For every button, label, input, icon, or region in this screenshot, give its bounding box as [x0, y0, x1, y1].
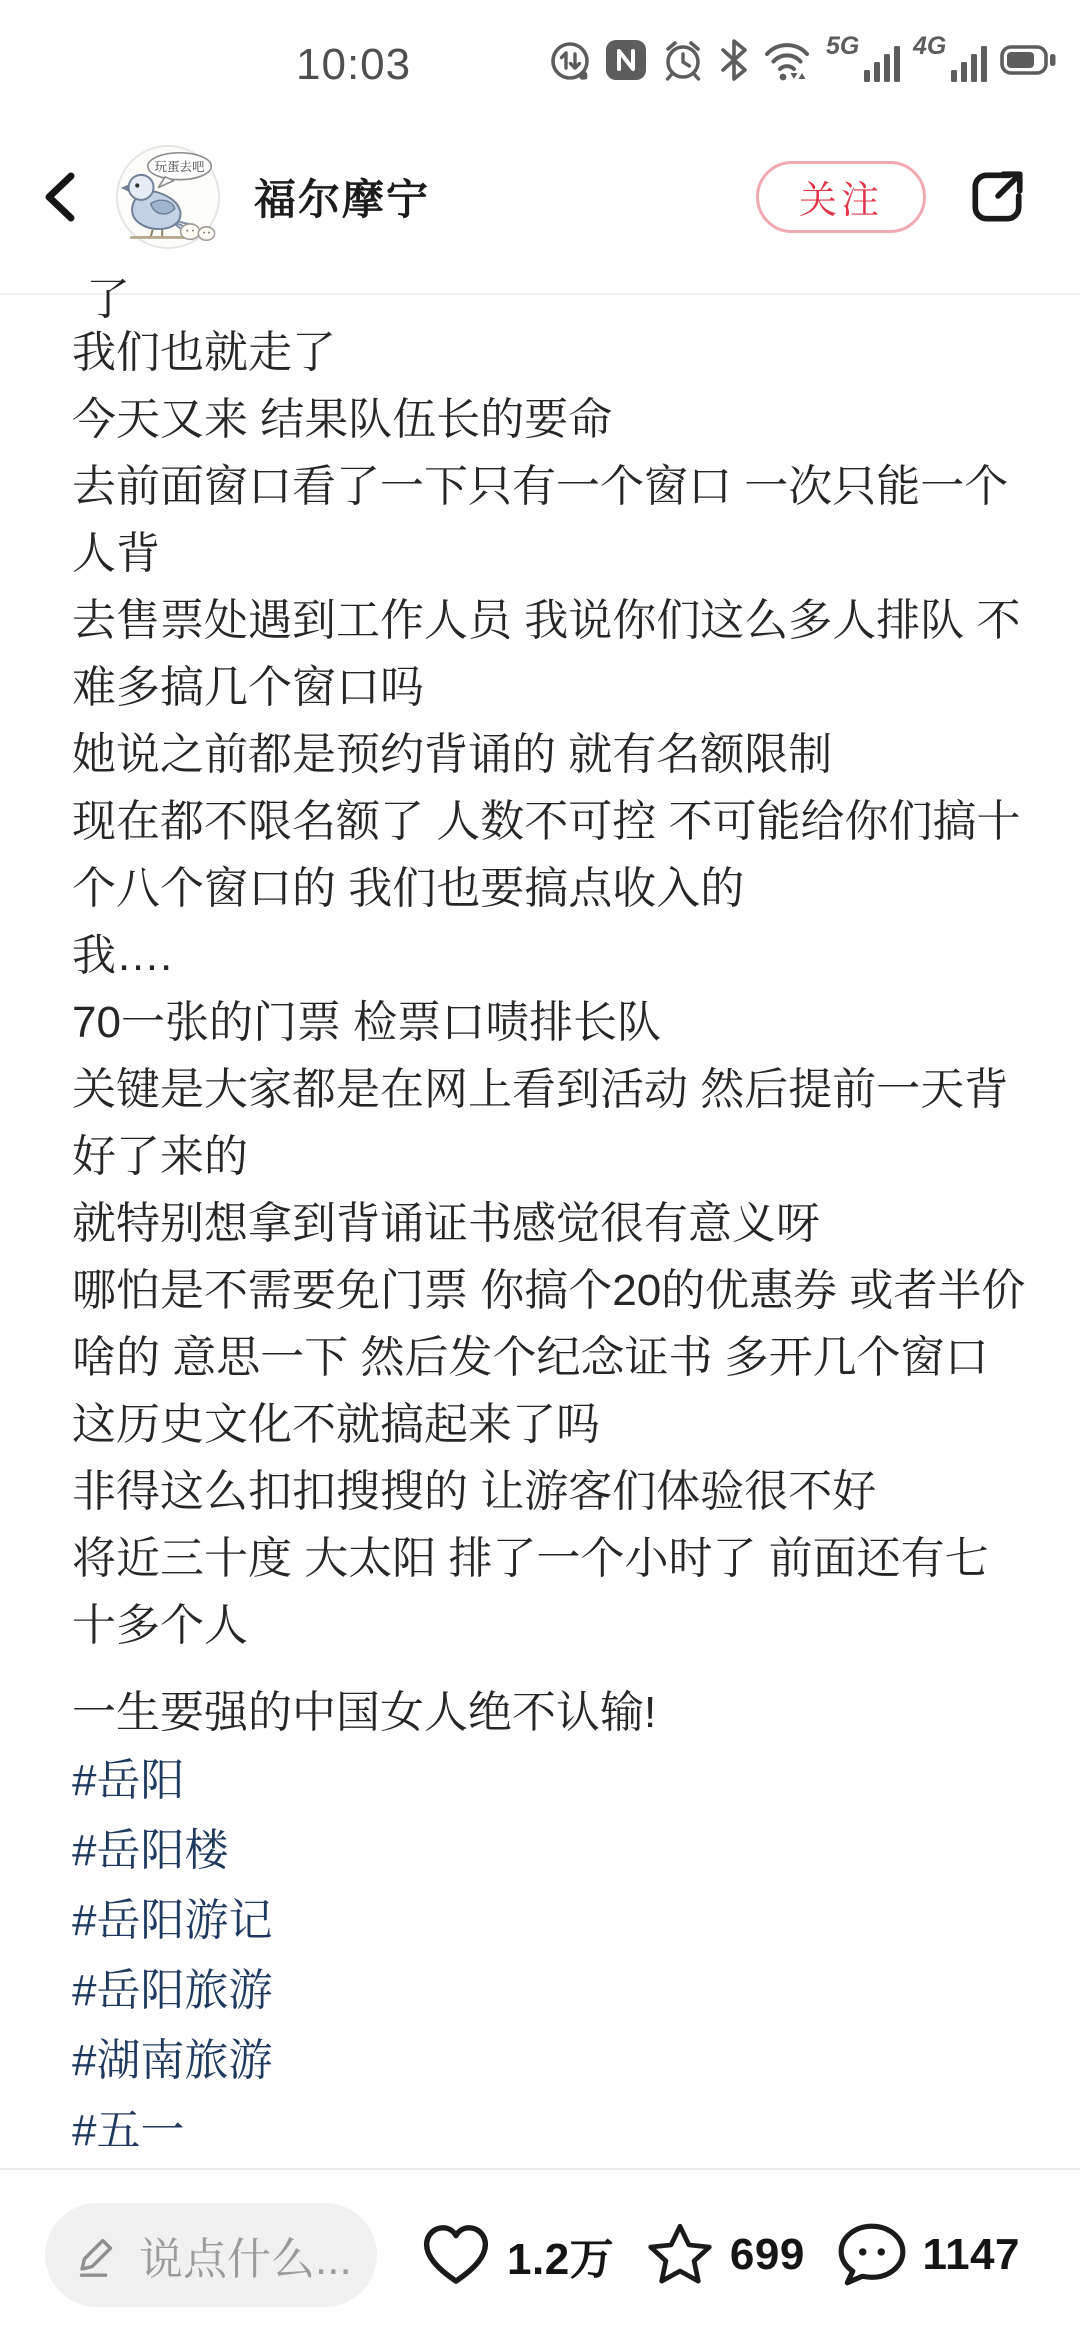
hashtag-link[interactable]: #岳阳游记 — [72, 1896, 273, 1945]
body-line: 就特别想拿到背诵证书感觉很有意义呀 — [72, 1199, 820, 1248]
signal-5g-label: 5G — [826, 32, 860, 60]
bluetooth-icon — [718, 36, 750, 84]
body-line: 我们也就走了 — [72, 328, 336, 377]
body-line: 好了来的 — [72, 1132, 248, 1181]
data-saver-icon — [547, 36, 593, 84]
comment-button[interactable] — [835, 2221, 1020, 2289]
body-line: 啥的 意思一下 然后发个纪念证书 多开几个窗口 — [72, 1333, 989, 1382]
favorite-count: 699 — [729, 2230, 805, 2279]
star-icon — [644, 2221, 716, 2289]
hashtag-link[interactable]: #五一 — [72, 2106, 185, 2155]
hashtag-link[interactable]: #岳阳楼 — [72, 1826, 229, 1875]
status-bar — [0, 0, 1080, 100]
body-line: 非得这么扣扣搜搜的 让游客们体验很不好 — [72, 1467, 877, 1516]
body-line: 十多个人 — [72, 1601, 248, 1650]
like-button[interactable] — [419, 2221, 614, 2289]
pencil-icon — [71, 2229, 121, 2281]
follow-button[interactable]: 关注 — [756, 161, 926, 233]
alarm-icon — [659, 36, 707, 84]
back-button[interactable] — [38, 167, 90, 227]
closing-line: 一生要强的中国女人绝不认输! — [72, 1688, 657, 1737]
like-count: 1.2万 — [507, 2235, 615, 2284]
back-icon — [38, 169, 82, 225]
hashtag-link[interactable]: #岳阳 — [72, 1756, 185, 1805]
comment-bubble-icon — [835, 2221, 909, 2289]
body-line: 现在都不限名额了 人数不可控 不可能给你们搞十 — [72, 797, 1021, 846]
body-line: 这历史文化不就搞起来了吗 — [72, 1400, 600, 1449]
share-icon — [966, 166, 1028, 228]
heart-icon — [419, 2221, 493, 2289]
favorite-button[interactable] — [644, 2221, 805, 2289]
body-line: 个八个窗口的 我们也要搞点收入的 — [72, 864, 745, 913]
wifi-icon — [761, 36, 815, 84]
body-line: 70一张的门票 检票口啧排长队 — [72, 998, 662, 1047]
battery-icon — [1000, 37, 1058, 83]
body-line: 她说之前都是预约背诵的 就有名额限制 — [72, 730, 833, 779]
comment-count: 1147 — [922, 2230, 1020, 2279]
svg-text:玩蛋去吧: 玩蛋去吧 — [154, 159, 205, 174]
post-content — [0, 275, 1080, 2166]
comment-placeholder: 说点什么... — [139, 2235, 352, 2284]
post-header — [0, 100, 1080, 295]
body-line: 今天又来 结果队伍长的要命 — [72, 395, 613, 444]
username[interactable]: 福尔摩宁 — [254, 175, 431, 223]
body-line: 关键是大家都是在网上看到活动 然后提前一天背 — [72, 1065, 1009, 1114]
time-label: 10:03 — [296, 40, 412, 89]
body-line: 哪怕是不需要免门票 你搞个20的优惠券 或者半价 — [72, 1266, 1026, 1315]
hashtag-link[interactable]: #湖南旅游 — [72, 2036, 273, 2085]
signal-4g-label: 4G — [913, 32, 947, 60]
body-line: 我…. — [72, 931, 173, 980]
comment-input[interactable] — [45, 2203, 377, 2307]
status-icons — [547, 34, 1058, 86]
share-button[interactable] — [966, 166, 1028, 228]
avatar[interactable] — [116, 145, 220, 249]
signal-5g-icon — [826, 34, 902, 86]
nfc-icon — [604, 38, 648, 82]
clipped-character: 了 — [86, 275, 130, 324]
body-line: 难多搞几个窗口吗 — [72, 663, 424, 712]
avatar-image — [118, 147, 218, 247]
hashtag-list — [72, 1746, 1020, 2166]
body-line: 将近三十度 大太阳 排了一个小时了 前面还有七 — [72, 1534, 989, 1583]
post-body — [72, 319, 1026, 1659]
signal-4g-icon — [913, 34, 989, 86]
action-buttons — [419, 2221, 1020, 2289]
bottom-bar — [0, 2168, 1080, 2340]
body-line: 去前面窗口看了一下只有一个窗口 一次只能一个 — [72, 462, 1009, 511]
body-line: 去售票处遇到工作人员 我说你们这么多人排队 不 — [72, 596, 1021, 645]
hashtag-link[interactable]: #岳阳旅游 — [72, 1966, 273, 2015]
clipped-line — [72, 275, 1020, 324]
body-line: 人背 — [72, 529, 160, 578]
